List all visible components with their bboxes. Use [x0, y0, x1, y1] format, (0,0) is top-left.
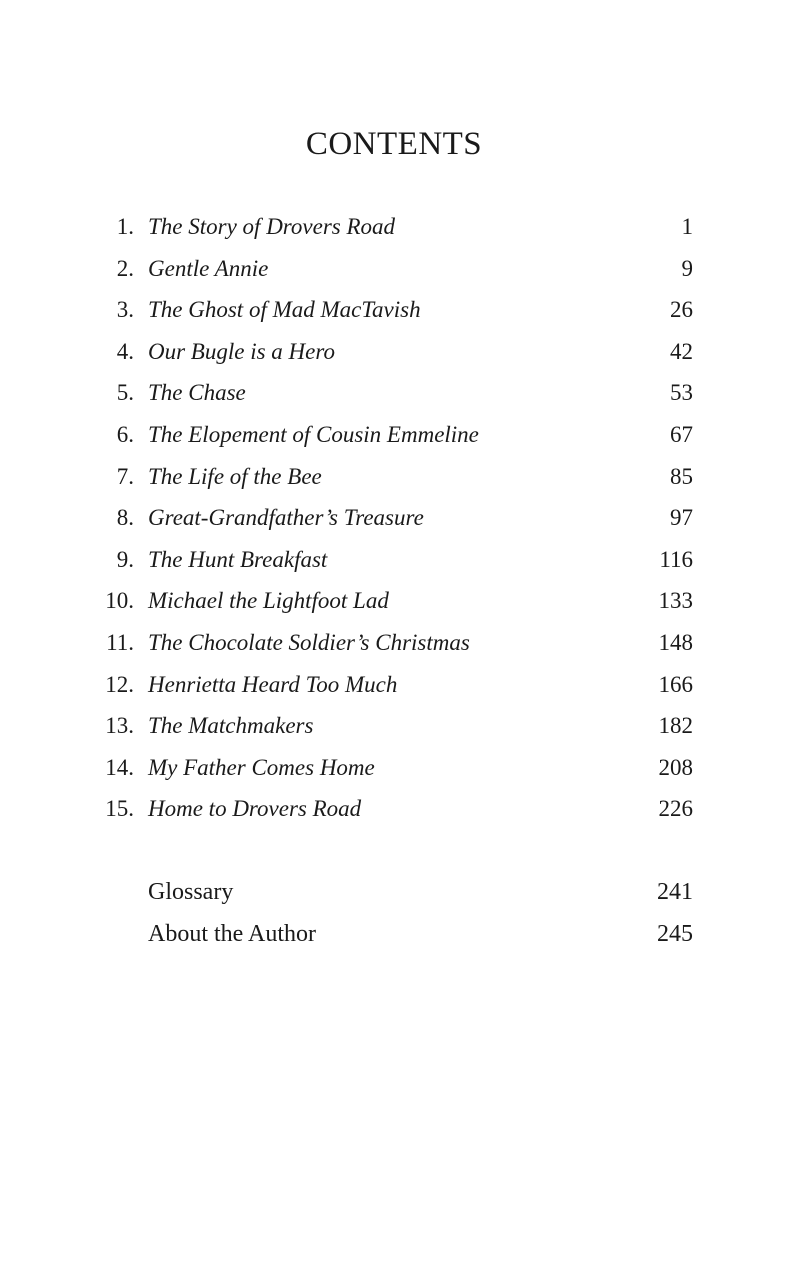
- chapter-page-number: 208: [658, 754, 693, 780]
- chapter-page-number: 148: [658, 629, 693, 655]
- chapter-entry[interactable]: [0, 456, 788, 498]
- chapter-number: 6.: [116, 421, 134, 447]
- chapter-page-number: 97: [670, 505, 693, 531]
- chapter-title: The Life of the Bee: [148, 463, 322, 489]
- chapter-number: 8.: [116, 505, 134, 531]
- chapter-title: The Ghost of Mad MacTavish: [148, 297, 421, 323]
- back-matter-page-number: 245: [657, 920, 693, 947]
- back-matter-title: Glossary: [148, 879, 234, 905]
- chapter-number: 1.: [116, 214, 134, 239]
- back-matter-entry-about-the-author[interactable]: [0, 914, 788, 956]
- chapter-title: Gentle Annie: [148, 255, 269, 281]
- chapter-number: 5.: [116, 380, 134, 406]
- chapter-title: The Chase: [148, 380, 246, 406]
- chapter-page-number: 9: [681, 255, 693, 281]
- chapter-title: Henrietta Heard Too Much: [148, 671, 398, 697]
- chapter-number: 11.: [106, 629, 134, 655]
- chapter-number: 12.: [105, 671, 134, 697]
- chapter-title: The Chocolate Soldier’s Christmas: [148, 629, 470, 655]
- chapter-page-number: 116: [659, 546, 693, 572]
- chapter-number: 13.: [105, 713, 134, 739]
- chapter-page-number: 166: [658, 671, 693, 697]
- chapter-title: Michael the Lightfoot Lad: [148, 588, 389, 614]
- chapter-page-number: 42: [670, 338, 693, 364]
- back-matter-title: About the Author: [148, 920, 316, 947]
- chapter-entry[interactable]: [0, 580, 788, 622]
- chapter-title: Great-Grandfather’s Treasure: [148, 505, 424, 531]
- chapter-number: 14.: [105, 754, 134, 780]
- chapter-entry[interactable]: [0, 497, 788, 539]
- chapter-number: 9.: [116, 546, 134, 572]
- chapter-title: My Father Comes Home: [148, 754, 375, 780]
- chapter-page-number: 226: [658, 796, 693, 822]
- chapter-entry[interactable]: [0, 705, 788, 747]
- chapter-page-number: 85: [670, 463, 693, 489]
- back-matter-list: [0, 872, 788, 955]
- page-title: CONTENTS: [305, 126, 483, 162]
- chapter-entry[interactable]: [0, 206, 788, 248]
- chapter-entry[interactable]: [0, 539, 788, 581]
- chapter-number: 2.: [116, 255, 134, 281]
- chapter-list: [0, 206, 788, 830]
- chapter-entry[interactable]: [0, 372, 788, 414]
- chapter-entry[interactable]: [0, 788, 788, 830]
- back-matter-entry-glossary[interactable]: [0, 872, 788, 914]
- chapter-number: 10.: [105, 588, 134, 614]
- chapter-title: Home to Drovers Road: [148, 796, 362, 822]
- chapter-entry[interactable]: [0, 747, 788, 789]
- chapter-page-number: 182: [658, 713, 693, 739]
- chapter-number: 7.: [116, 463, 134, 489]
- chapter-number: 3.: [116, 297, 134, 323]
- chapter-page-number: 26: [670, 297, 693, 323]
- chapter-entry[interactable]: [0, 414, 788, 456]
- chapter-title: The Hunt Breakfast: [148, 546, 328, 572]
- chapter-title: Our Bugle is a Hero: [148, 338, 335, 364]
- chapter-number: 4.: [116, 338, 134, 364]
- chapter-number: 15.: [105, 796, 134, 822]
- chapter-entry[interactable]: [0, 289, 788, 331]
- chapter-page-number: 133: [658, 588, 693, 614]
- chapter-page-number: 1: [681, 214, 693, 239]
- chapter-title: The Elopement of Cousin Emmeline: [148, 421, 479, 447]
- chapter-title: The Story of Drovers Road: [148, 214, 396, 239]
- chapter-entry[interactable]: [0, 664, 788, 706]
- chapter-entry[interactable]: [0, 248, 788, 290]
- back-matter-page-number: 241: [657, 879, 693, 905]
- chapter-page-number: 67: [670, 421, 693, 447]
- chapter-entry[interactable]: [0, 622, 788, 664]
- chapter-page-number: 53: [670, 380, 693, 406]
- chapter-entry[interactable]: [0, 331, 788, 373]
- chapter-title: The Matchmakers: [148, 713, 314, 739]
